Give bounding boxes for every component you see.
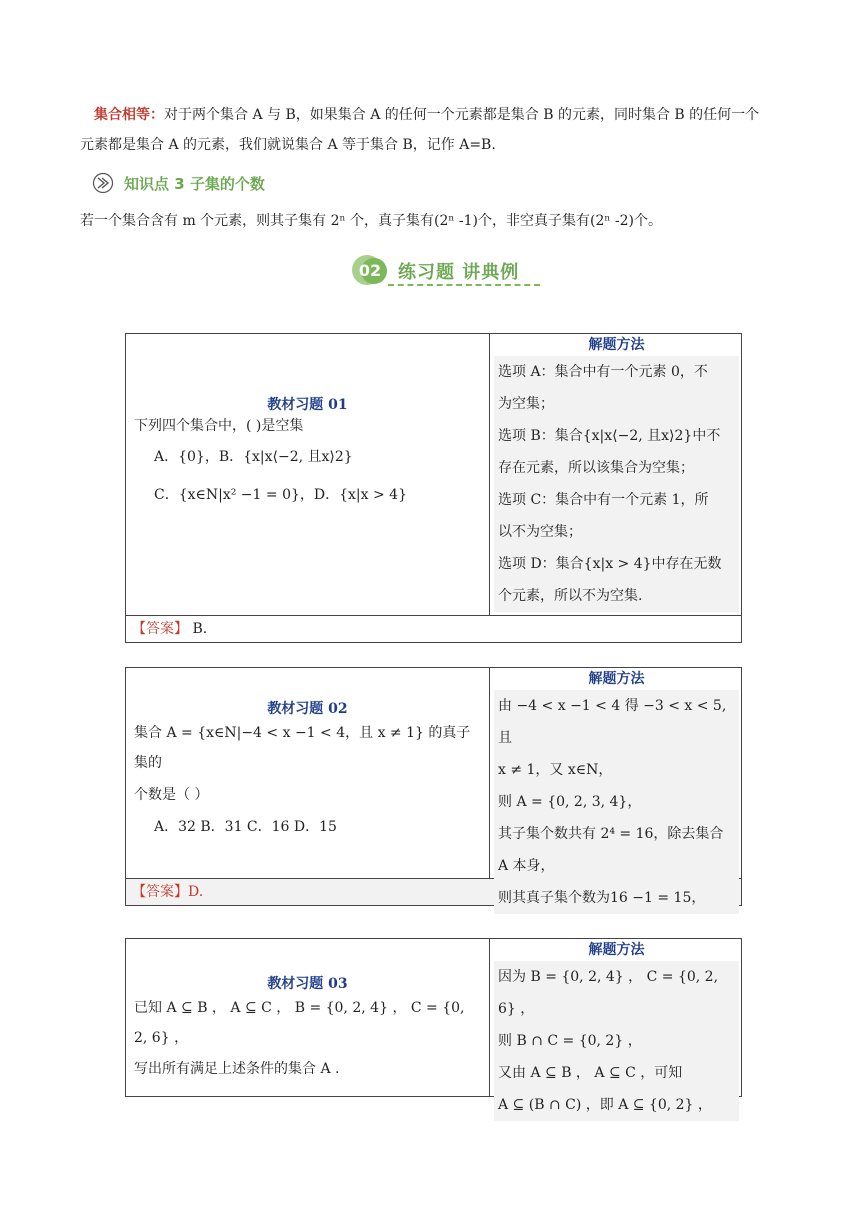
solution-title: 解题方法 xyxy=(588,942,645,958)
answer-tag: 【答案】 xyxy=(132,884,188,900)
question-cell xyxy=(126,939,490,1096)
solution-cell xyxy=(490,939,741,1113)
solution-body: 因为 B = {0, 2, 4} ， C = {0, 2, 6} ， 则 B ∩ C = {0, 2} ， 又由 A ⊆ B ， A ⊆ C ，可知 A ⊆ (B ∩ C) ，即 A ⊆ {0, 2} ， xyxy=(494,961,739,1121)
section-underline xyxy=(388,284,540,286)
term-label: 集合相等： xyxy=(94,107,164,123)
section-title: 练习题 讲典例 xyxy=(398,262,520,283)
question-line: A．{0}，B．{x|x⟨−2, 且x⟩2} xyxy=(154,449,353,465)
answer-value: B. xyxy=(188,621,208,637)
answer-value: D. xyxy=(188,884,204,900)
exercise-box-02 xyxy=(125,667,742,906)
section-number-badge: 02 xyxy=(352,255,388,287)
knowledge-point-heading xyxy=(92,170,265,196)
question-line: 个数是（ ） xyxy=(134,787,209,803)
question-line: 写出所有满足上述条件的集合 A . xyxy=(134,1061,340,1077)
question-line: A．32 B．31 C．16 D．15 xyxy=(154,819,337,835)
solution-body: 选项 A：集合中有一个元素 0，不 为空集； 选项 B：集合{x|x⟨−2, 且x⟩2}中不 存在元素，所以该集合为空集； 选项 C：集合中有一个元素 1，所 以不为空集； 选项 D：集合{x|x > 4}中存在无数 个元素，所以不为空集. xyxy=(494,356,739,612)
subset-rule: 若一个集合含有 m 个元素，则其子集有 2ⁿ 个，真子集有(2ⁿ -1)个，非空真子集有(2ⁿ -2)个。 xyxy=(80,213,662,229)
question-line: 下列四个集合中，( )是空集 xyxy=(134,418,304,434)
intro-line-2: 元素都是集合 A 的元素，我们就说集合 A 等于集合 B，记作 A=B. xyxy=(80,137,496,153)
question-cell xyxy=(126,334,490,615)
chevron-circle-icon xyxy=(92,172,114,194)
intro-line-1 xyxy=(80,100,800,130)
question-cell xyxy=(126,668,490,878)
exercise-box-03 xyxy=(125,938,742,1113)
exercise-title: 教材习题 03 xyxy=(267,976,348,992)
knowledge-point-title: 知识点 3 子集的个数 xyxy=(124,174,265,193)
intro-text: 对于两个集合 A 与 B，如果集合 A 的任何一个元素都是集合 B 的元素，同时集合 B 的任何一个 xyxy=(164,107,760,123)
section-heading xyxy=(352,254,519,288)
exercise-title: 教材习题 02 xyxy=(267,701,348,717)
exercise-box-01 xyxy=(125,333,742,643)
solution-cell xyxy=(490,668,741,906)
solution-cell xyxy=(490,334,741,615)
answer-tag: 【答案】 xyxy=(132,621,188,637)
answer-row xyxy=(126,616,741,642)
solution-title: 解题方法 xyxy=(588,671,645,687)
question-line: 集合 A = {x∈N|−4 < x −1 < 4，且 x ≠ 1} 的真子集的 xyxy=(134,725,471,771)
solution-title: 解题方法 xyxy=(588,337,645,353)
question-line: C．{x∈N|x² −1 = 0}，D．{x|x > 4} xyxy=(154,487,407,503)
solution-body: 由 −4 < x −1 < 4 得 −3 < x < 5, 且 x ≠ 1，又 x∈N， 则 A = {0, 2, 3, 4}， 其子集个数共有 2⁴ = 16，除去集合 A 本身， 则其真子集个数为16 −1 = 15， xyxy=(494,690,739,914)
question-line: 已知 A ⊆ B ， A ⊆ C ， B = {0, 2, 4} ， C = {0, 2, 6} ， xyxy=(134,1000,465,1046)
exercise-title: 教材习题 01 xyxy=(267,397,348,413)
